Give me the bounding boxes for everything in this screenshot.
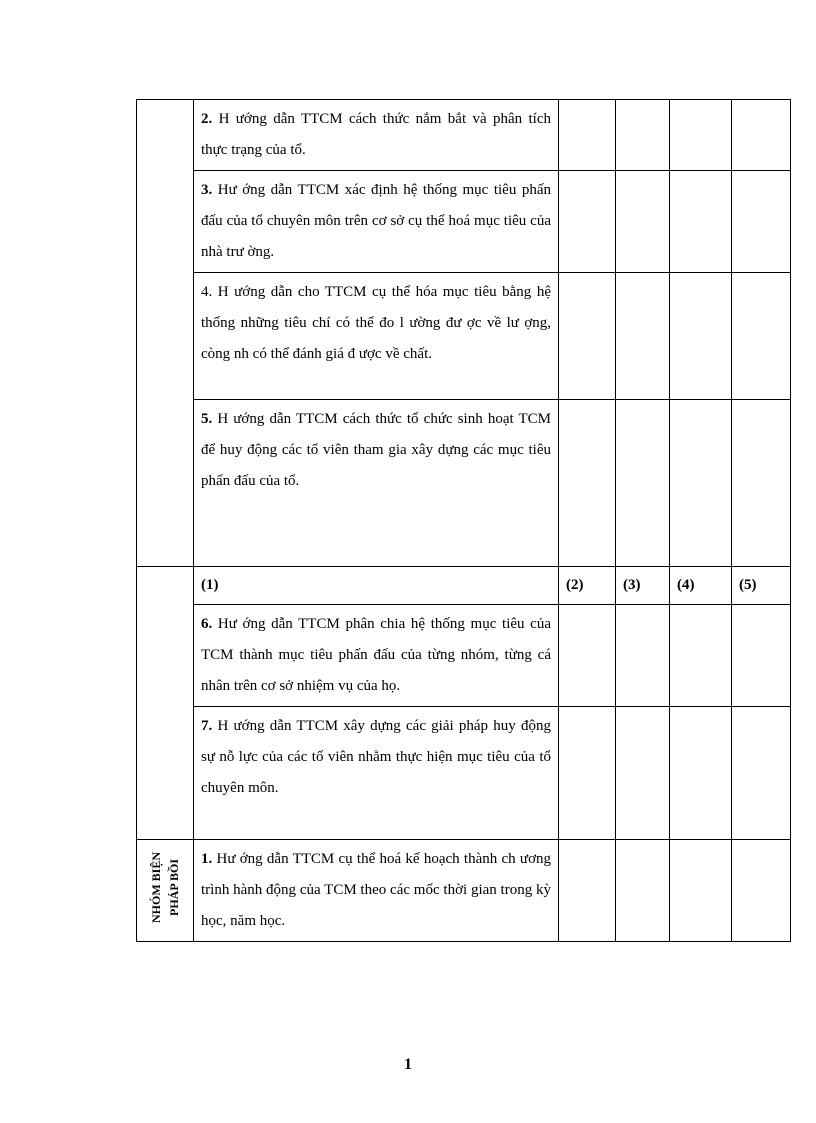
table-row [137, 400, 791, 567]
table-row [137, 840, 791, 942]
score-cell[interactable] [670, 273, 732, 400]
score-cell[interactable] [670, 707, 732, 840]
column-number-1: (1) [194, 567, 559, 605]
criterion-cell [194, 840, 559, 942]
evaluation-table [136, 99, 791, 942]
score-cell[interactable] [616, 273, 670, 400]
score-cell[interactable] [732, 273, 791, 400]
score-cell[interactable] [670, 100, 732, 171]
score-cell[interactable] [559, 840, 616, 942]
table-row [137, 605, 791, 707]
score-cell[interactable] [732, 100, 791, 171]
table-row [137, 273, 791, 400]
score-cell[interactable] [559, 707, 616, 840]
score-cell[interactable] [559, 273, 616, 400]
criterion-cell [194, 605, 559, 707]
score-cell[interactable] [670, 840, 732, 942]
criterion-cell [194, 400, 559, 567]
score-cell[interactable] [670, 171, 732, 273]
group-label-cell [137, 100, 194, 567]
score-cell[interactable] [616, 707, 670, 840]
group-label-line2: PHÁP BỒI [167, 859, 181, 917]
score-cell[interactable] [559, 400, 616, 567]
score-cell[interactable] [732, 840, 791, 942]
criterion-number: 1. [201, 851, 213, 867]
score-cell[interactable] [670, 605, 732, 707]
score-cell[interactable] [559, 100, 616, 171]
criterion-cell [194, 100, 559, 171]
score-cell[interactable] [616, 100, 670, 171]
score-cell[interactable] [732, 400, 791, 567]
column-number-3: (3) [616, 567, 670, 605]
criterion-text: H ướng dẫn TTCM cách thức nắm bắt và phân tích thực trạng của tổ. [201, 111, 551, 158]
score-cell[interactable] [616, 605, 670, 707]
page-number: 1 [404, 1056, 412, 1073]
group-label-line1: NHÓM BIỆN [149, 852, 163, 924]
column-number-2: (2) [559, 567, 616, 605]
score-cell[interactable] [559, 171, 616, 273]
score-cell[interactable] [616, 840, 670, 942]
table-row [137, 707, 791, 840]
criterion-text: Hư ớng dẫn TTCM phân chia hệ thống mục tiêu của TCM thành mục tiêu phấn đấu của từng nhóm, từng cá nhân trên cơ sở nhiệm vụ của họ. [201, 616, 551, 694]
evaluation-table-container [136, 99, 790, 942]
criterion-number: 3. [201, 182, 213, 198]
column-number-5: (5) [732, 567, 791, 605]
criterion-cell [194, 273, 559, 400]
score-cell[interactable] [732, 605, 791, 707]
score-cell[interactable] [732, 707, 791, 840]
criterion-text: Hư ớng dẫn TTCM xác định hệ thống mục tiêu phấn đấu của tổ chuyên môn trên cơ sở cụ thể hoá mục tiêu của nhà trư ờng. [201, 182, 551, 260]
column-number-4: (4) [670, 567, 732, 605]
group-label [147, 852, 183, 923]
criterion-cell [194, 707, 559, 840]
score-cell[interactable] [559, 605, 616, 707]
score-cell[interactable] [732, 171, 791, 273]
column-number-row [137, 567, 791, 605]
criterion-number: 5. [201, 411, 213, 427]
criterion-number: 6. [201, 616, 213, 632]
group-label-cell [137, 840, 194, 942]
criterion-number: 2. [201, 111, 213, 127]
table-row [137, 171, 791, 273]
score-cell[interactable] [616, 400, 670, 567]
criterion-text: Hư ớng dẫn TTCM cụ thể hoá kế hoạch thành ch ương trình hành động của TCM theo các mốc thời gian trong kỳ học, năm học. [201, 851, 551, 929]
score-cell[interactable] [670, 400, 732, 567]
criterion-text: H ướng dẫn TTCM xây dựng các giải pháp huy động sự nỗ lực của các tổ viên nhằm thực hiện mục tiêu của tổ chuyên môn. [201, 718, 551, 796]
criterion-text: 4. H ướng dẫn cho TTCM cụ thể hóa mục tiêu bằng hệ thống những tiêu chí có thể đo l ường đư ợc về lư ợng, còng nh có thể đánh giá đ ược về chất. [201, 284, 551, 362]
criterion-number: 7. [201, 718, 213, 734]
criterion-text: H ướng dẫn TTCM cách thức tổ chức sinh hoạt TCM để huy động các tổ viên tham gia xây dựng các mục tiêu phấn đấu của tổ. [201, 411, 551, 489]
table-row [137, 100, 791, 171]
group-label-cell [137, 567, 194, 840]
score-cell[interactable] [616, 171, 670, 273]
criterion-cell [194, 171, 559, 273]
